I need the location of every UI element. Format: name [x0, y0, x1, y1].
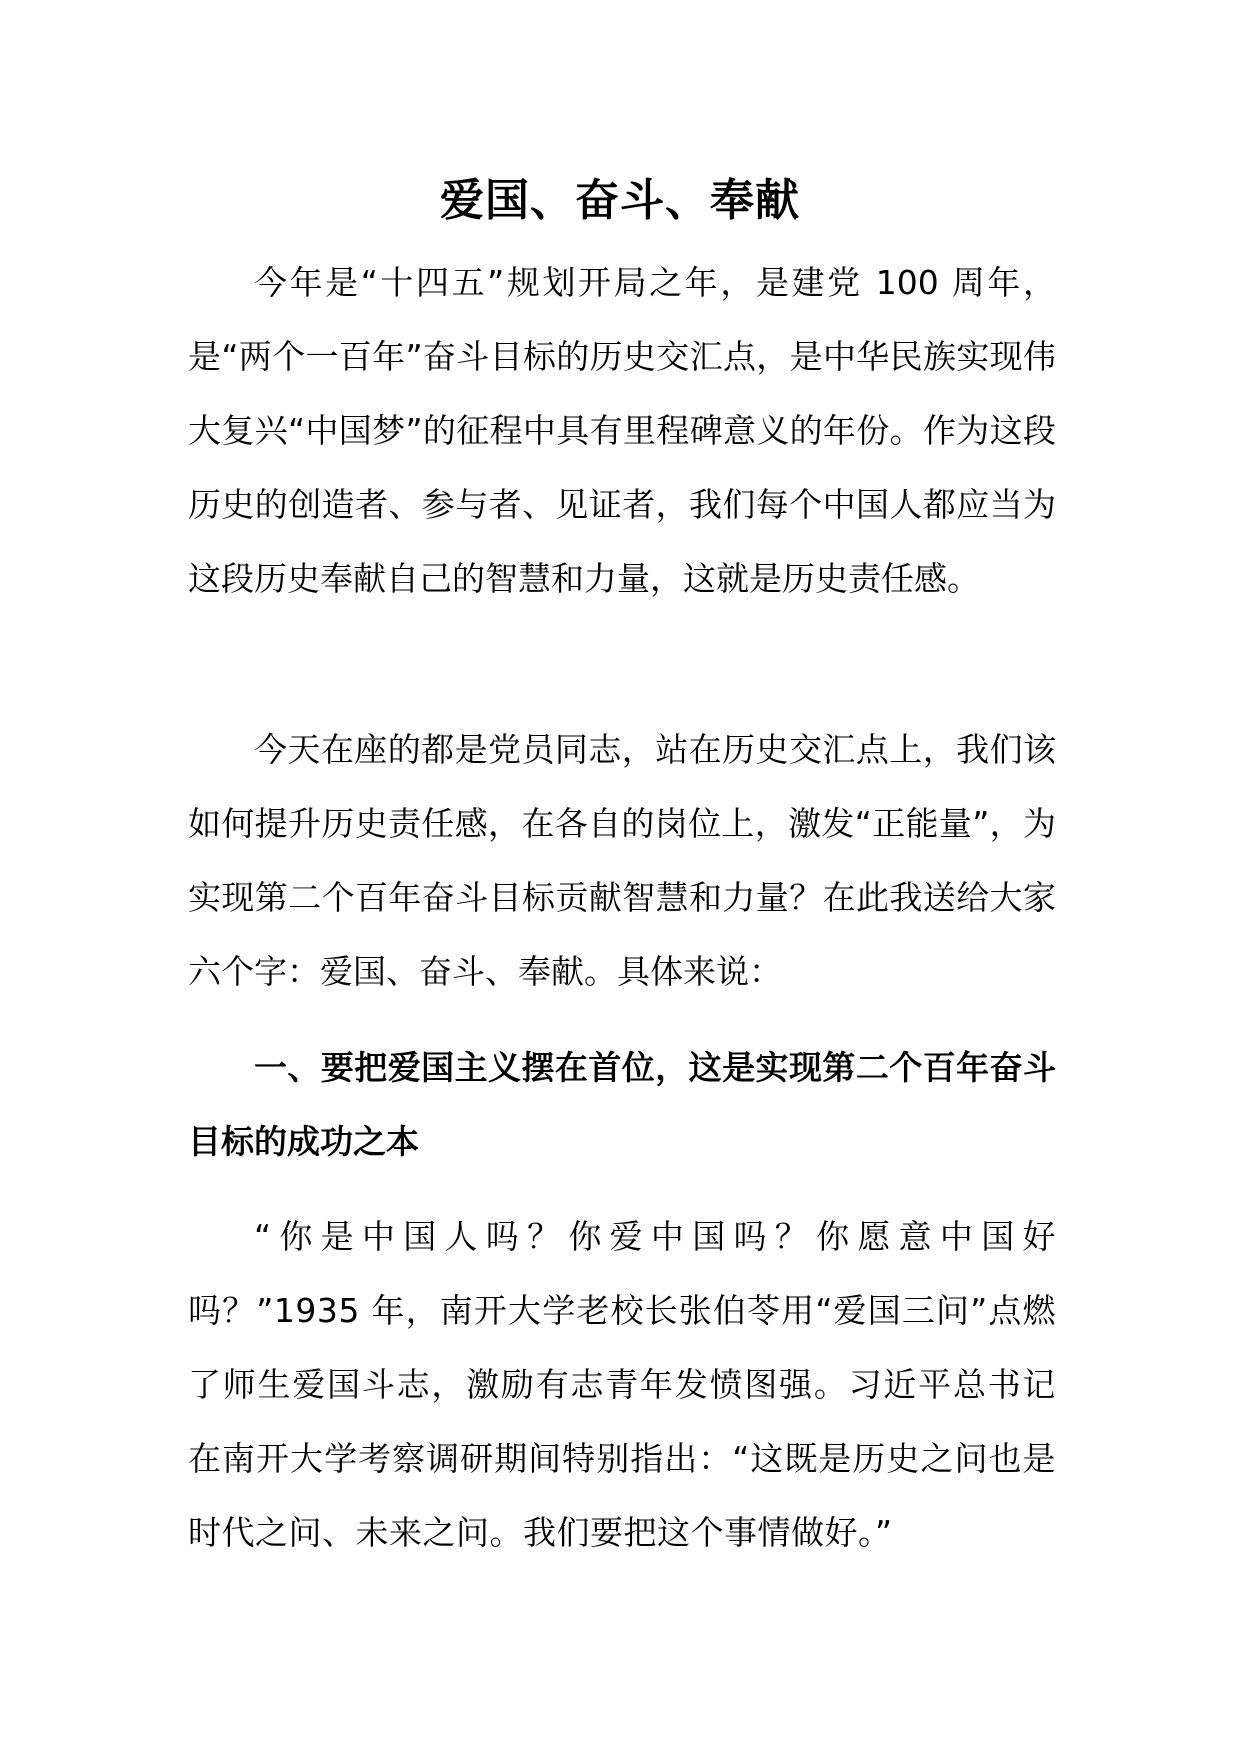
paragraph-intro: 今年是“十四五”规划开局之年，是建党 100 周年，是“两个一百年”奋斗目标的历史交汇点，是中华民族实现伟大复兴“中国梦”的征程中具有里程碑意义的年份。作为这段历史的创造者、参与者、见证者，我们每个中国人都应当为这段历史奉献自己的智慧和力量，这就是历史责任感。	[188, 263, 1056, 598]
paragraph-quote: “你是中国人吗？你爱中国吗？你愿意中国好吗？”1935 年，南开大学老校长张伯苓用“爱国三问”点燃了师生爱国斗志，激励有志青年发愤图强。习近平总书记在南开大学考察调研期间特别指出：“这既是历史之问也是时代之问、未来之问。我们要把这个事情做好。”	[188, 1217, 1056, 1552]
section-heading-1: 一、要把爱国主义摆在首位，这是实现第二个百年奋斗目标的成功之本	[188, 1048, 1056, 1161]
document-title: 爱国、奋斗、奉献	[440, 175, 800, 226]
paragraph-question: 今天在座的都是党员同志，站在历史交汇点上，我们该如何提升历史责任感，在各自的岗位上，激发“正能量”，为实现第二个百年奋斗目标贡献智慧和力量？在此我送给大家六个字：爱国、奋斗、奉献。具体来说：	[188, 730, 1056, 991]
